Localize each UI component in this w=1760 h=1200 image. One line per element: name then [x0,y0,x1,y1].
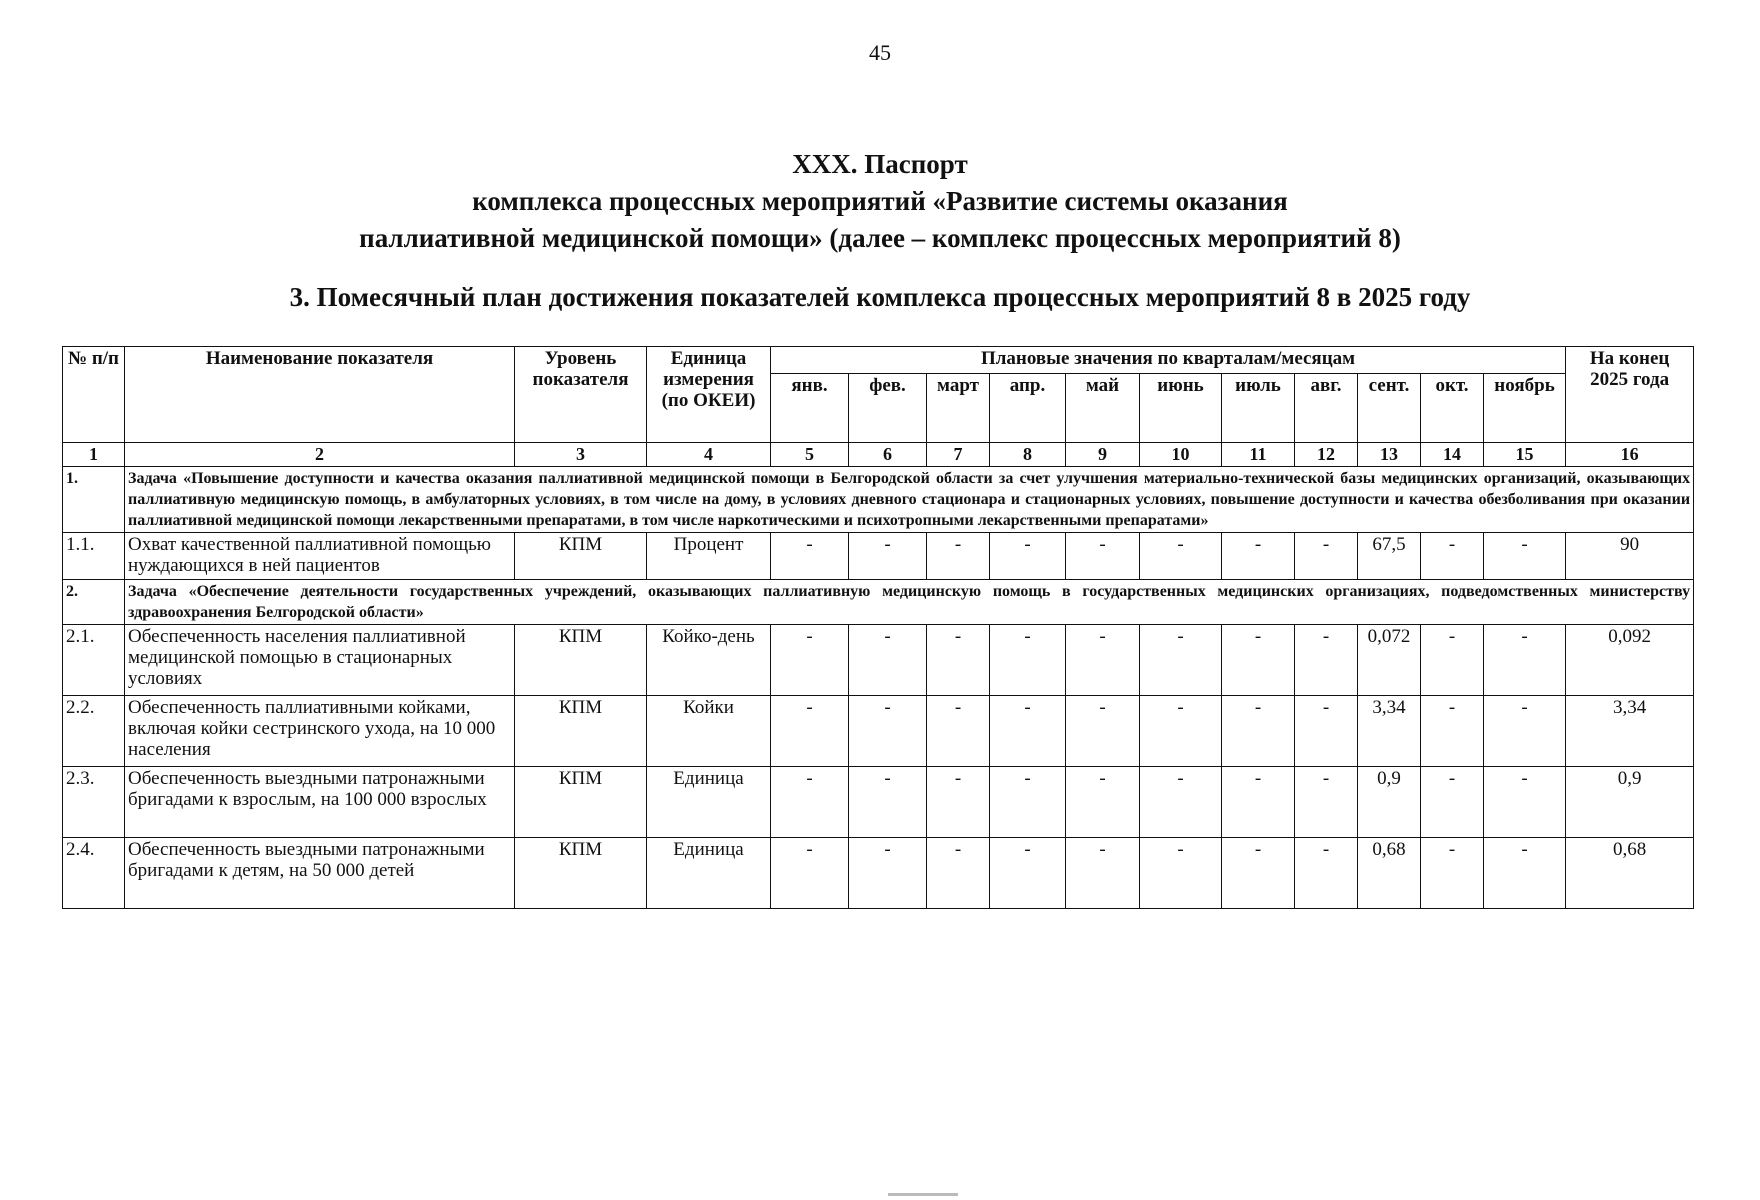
column-number: 11 [1222,443,1295,467]
month-value: - [771,696,849,767]
month-value: - [1295,533,1358,580]
month-value: - [990,838,1066,909]
month-value: - [1222,696,1295,767]
month-value: - [771,533,849,580]
column-number: 3 [515,443,647,467]
month-value: - [1484,767,1566,838]
month-value: - [1140,838,1222,909]
month-value: 0,68 [1358,838,1421,909]
month-value: - [927,767,990,838]
page-number: 45 [869,40,891,65]
task-number: 2. [63,580,125,625]
indicator-level: КПМ [515,625,647,696]
table-row [63,767,1694,838]
task-number: 1. [63,467,125,533]
title-line: комплекса процессных мероприятий «Развитие системы оказания [472,186,1288,216]
month-value: - [1066,533,1140,580]
month-value: - [1222,533,1295,580]
indicator-level: КПМ [515,696,647,767]
month-value: - [1222,838,1295,909]
header-month: март [927,374,990,443]
row-number: 1.1. [63,533,125,580]
month-value: 67,5 [1358,533,1421,580]
month-value: 0,9 [1358,767,1421,838]
column-number: 6 [849,443,927,467]
indicator-name: Обеспеченность паллиативными койками, включая койки сестринского ухода, на 10 000 населения [125,696,515,767]
table-row [63,533,1694,580]
month-value: - [1140,696,1222,767]
header-unit: Единица измерения (по ОКЕИ) [647,347,771,443]
indicator-level: КПМ [515,838,647,909]
column-number: 7 [927,443,990,467]
header-month: окт. [1421,374,1484,443]
month-value: - [849,767,927,838]
month-value: - [1484,838,1566,909]
title-line: паллиативной медицинской помощи» (далее – комплекс процессных мероприятий 8) [359,223,1401,253]
column-number-row [63,443,1694,467]
column-number: 13 [1358,443,1421,467]
row-number: 2.2. [63,696,125,767]
indicator-level: КПМ [515,533,647,580]
column-number: 4 [647,443,771,467]
task-row [63,580,1694,625]
month-value: - [1140,767,1222,838]
month-value: - [1295,696,1358,767]
month-value: - [990,533,1066,580]
month-value: - [1066,838,1140,909]
scan-mark [888,1193,958,1196]
indicator-unit: Койко-день [647,625,771,696]
month-value: - [771,767,849,838]
month-value: - [849,838,927,909]
month-value: - [849,533,927,580]
column-number: 9 [1066,443,1140,467]
column-number: 10 [1140,443,1222,467]
month-value: - [990,625,1066,696]
title-line: XXX. Паспорт [792,149,968,179]
header-month: июль [1222,374,1295,443]
month-value: - [1066,767,1140,838]
indicator-name: Обеспеченность населения паллиативной медицинской помощью в стационарных условиях [125,625,515,696]
month-value: - [1421,767,1484,838]
indicator-level: КПМ [515,767,647,838]
end-value: 0,092 [1566,625,1694,696]
header-month: янв. [771,374,849,443]
column-number: 1 [63,443,125,467]
table-row [63,625,1694,696]
task-row [63,467,1694,533]
task-text: Задача «Обеспечение деятельности государственных учреждений, оказывающих паллиативную медицинскую помощь в государственных медицинских организациях, подведомственных министерству здравоохранения Белгородской области» [125,580,1694,625]
month-value: - [1222,625,1295,696]
task-text: Задача «Повышение доступности и качества оказания паллиативной медицинской помощи в Белгородской области за счет улучшения материально-технической базы медицинских организаций, оказывающих паллиативную медицинскую помощь, в амбулаторных условиях, в том числе на дому, в условиях дневного стационара и стационарных условиях, повышение доступности и качества обезболивания при оказании паллиативной медицинской помощи лекарственными препаратами, в том числе наркотическими и психотропными лекарственными препаратами» [125,467,1694,533]
month-value: - [1421,838,1484,909]
month-value: - [1421,696,1484,767]
month-value: - [1484,696,1566,767]
indicator-unit: Единица [647,838,771,909]
month-value: - [1421,533,1484,580]
column-number: 16 [1566,443,1694,467]
month-value: 3,34 [1358,696,1421,767]
header-name: Наименование показателя [125,347,515,443]
month-value: - [771,838,849,909]
month-value: - [927,696,990,767]
table-row [63,696,1694,767]
indicator-name: Охват качественной паллиативной помощью нуждающихся в ней пациентов [125,533,515,580]
indicator-name: Обеспеченность выездными патронажными бригадами к детям, на 50 000 детей [125,838,515,909]
row-number: 2.4. [63,838,125,909]
column-number: 5 [771,443,849,467]
header-month: апр. [990,374,1066,443]
row-number: 2.3. [63,767,125,838]
month-value: - [1066,625,1140,696]
indicator-name: Обеспеченность выездными патронажными бригадами к взрослым, на 100 000 взрослых [125,767,515,838]
column-number: 14 [1421,443,1484,467]
month-value: - [1295,838,1358,909]
header-month: май [1066,374,1140,443]
month-value: - [1222,767,1295,838]
header-month: июнь [1140,374,1222,443]
section-title: 3. Помесячный план достижения показателей комплекса процессных мероприятий 8 в 2025 году [289,282,1471,312]
header-num: № п/п [63,347,125,443]
month-value: - [849,625,927,696]
month-value: - [1140,533,1222,580]
header-end: На конец 2025 года [1566,347,1694,443]
month-value: - [1066,696,1140,767]
month-value: - [1295,625,1358,696]
header-month: фев. [849,374,927,443]
month-value: - [927,625,990,696]
month-value: - [990,767,1066,838]
end-value: 3,34 [1566,696,1694,767]
indicator-unit: Процент [647,533,771,580]
header-month: сент. [1358,374,1421,443]
month-value: - [927,838,990,909]
month-value: - [990,696,1066,767]
header-level: Уровень показателя [515,347,647,443]
end-value: 0,9 [1566,767,1694,838]
month-value: 0,072 [1358,625,1421,696]
column-number: 15 [1484,443,1566,467]
end-value: 0,68 [1566,838,1694,909]
header-planned: Плановые значения по кварталам/месяцам [771,347,1566,374]
month-value: - [1295,767,1358,838]
indicator-unit: Койки [647,696,771,767]
header-month: авг. [1295,374,1358,443]
indicator-unit: Единица [647,767,771,838]
month-value: - [849,696,927,767]
table-body [63,443,1694,909]
month-value: - [1140,625,1222,696]
table-row [63,838,1694,909]
row-number: 2.1. [63,625,125,696]
month-value: - [927,533,990,580]
month-value: - [1484,533,1566,580]
month-value: - [1484,625,1566,696]
month-value: - [1421,625,1484,696]
document-title [0,146,1760,257]
column-number: 12 [1295,443,1358,467]
table-header-row [63,347,1694,374]
end-value: 90 [1566,533,1694,580]
month-value: - [771,625,849,696]
monthly-plan-table [62,346,1694,909]
column-number: 2 [125,443,515,467]
header-month: ноябрь [1484,374,1566,443]
column-number: 8 [990,443,1066,467]
